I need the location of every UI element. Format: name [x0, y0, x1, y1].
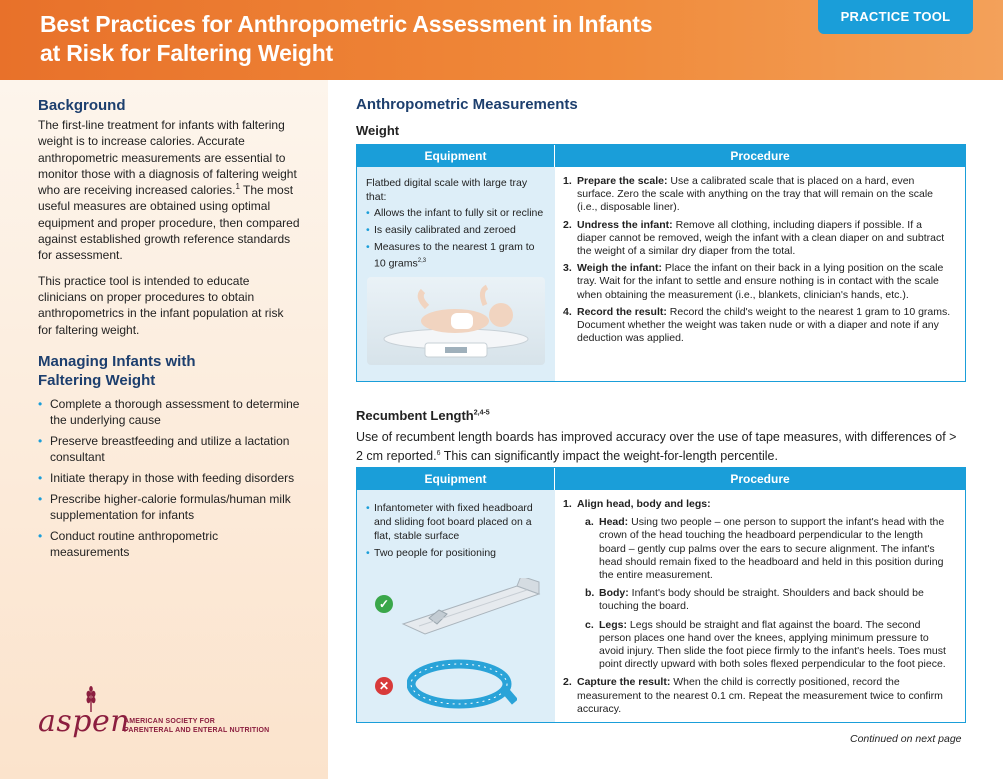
list-item: • Initiate therapy in those with feeding disorders: [38, 470, 295, 485]
length-table: [356, 467, 966, 723]
list-item: • Is easily calibrated and zeroed: [366, 224, 516, 236]
practice-tool-tab: PRACTICE TOOL: [818, 0, 973, 34]
list-item: 4. Record the result: Record the child's weight to the nearest 1 gram to 10 grams. Document whether the weight was taken nude or with a diaper and note if any deduction was applied.: [563, 305, 951, 345]
length-heading: Recumbent Length$^{2,4-5}$: [356, 408, 490, 423]
list-item: • Prescribe higher-calorie formulas/human milk supplementation for infants: [38, 491, 291, 522]
sidebar: [0, 80, 328, 779]
list-item: • Two people for positioning: [366, 547, 496, 559]
infantometer-image: [399, 578, 544, 640]
list-item: 2. Capture the result: When the child is correctly positioned, record the measurement to the nearest 0.1 cm. Repeat the measurement twice to confirm accuracy.: [563, 676, 943, 715]
managing-heading: Managing Infants with Faltering Weight: [38, 352, 196, 389]
weight-heading: Weight: [356, 123, 400, 138]
page-header: [0, 0, 1003, 80]
weight-equipment-intro: Flatbed digital scale with large tray that:: [366, 177, 528, 203]
procedure-column-header: Procedure: [730, 472, 790, 486]
list-item: • Complete a thorough assessment to determine the underlying cause: [38, 396, 300, 427]
list-item: a. Head: Using two people – one person to support the infant's head with the crown of the head touching the headboard perpendicular to the length board – gently cup palms over the ears to secure alignment. The infant's head should remain fixed to the headboard and held in this position during the entire measurement.: [585, 516, 945, 582]
list-item: 1. Align head, body and legs: a. Head: Using two people – one person to support the infant's head with the crown of the head touching the headboard perpendicular to the length board – gently cup palms over the ears to secure alignment. The infant's head should remain fixed to the headboard and held in this position during the entire measurement. b. Body: Infant's body should be straight. Shoulders and back should be touching the board. c. Legs: Legs should be straight and flat against the board. The second person places one hand over the knees, applying minimum pressure to avoid injury. Then slide the foot piece firmly to the infant's heels. Toes must point directly upward with both soles flexed perpendicular to the foot piece.: [563, 498, 951, 671]
infant-scale-image: [367, 277, 545, 365]
list-item: 1. Prepare the scale: Use a calibrated scale that is placed on a hard, even surface. Zero the scale with anything on the tray that will remain on the scale (i.e., disposable liner).: [563, 175, 934, 214]
length-intro: Use of recumbent length boards has improved accuracy over the use of tape measures, with differences of > 2 cm reported.$^6$ This can significantly impact the weight-for-length percentile.: [356, 430, 957, 463]
length-equipment-cell: [357, 490, 555, 722]
weight-procedure-cell: [555, 167, 965, 381]
background-paragraph-2: This practice tool is intended to educate clinicians on proper procedures to obtain anthropometrics in the infant population at risk for faltering weight.: [38, 273, 284, 337]
list-item: • Measures to the nearest 1 gram to 10 grams$^{2,3}$: [366, 241, 535, 270]
list-item: • Allows the infant to fully sit or recline: [366, 207, 544, 219]
managing-list: [38, 396, 300, 560]
background-paragraph-1: The first-line treatment for infants with faltering weight is to increase calories. Accurate anthropometric measurements are essential to monitor those with a diagnosis of faltering weight who are receiving increased calories.$^1$ The most useful measures are obtained using optimal equipment and proper procedure, then compared against established growth reference standards for assessment.: [38, 118, 300, 263]
length-substeps: [577, 516, 951, 671]
list-item: 3. Weigh the infant: Place the infant on their back in a lying position on the scale tray. Wait for the infant to settle and ensure nothing is in contact with the scale when obtaining the measurement (i.e., blankets, clinician's hands, etc.).: [563, 262, 944, 301]
weight-equipment-cell: [357, 167, 555, 381]
table-header: [357, 468, 965, 490]
list-item: 2. Undress the infant: Remove all clothing, including diapers if possible. If a diaper cannot be removed, weigh the infant with a clean diaper on and subtract the weight of a similar dry diaper from the total.: [563, 218, 945, 258]
length-steps: [563, 498, 951, 716]
table-header: [357, 145, 965, 167]
page-title: Best Practices for Anthropometric Assessment in Infants at Risk for Faltering Weight: [40, 11, 653, 66]
list-item: b. Body: Infant's body should be straight. Shoulders and back should be touching the board.: [585, 587, 924, 613]
weight-equipment-list: [366, 206, 547, 271]
equipment-column-header: Equipment: [357, 145, 555, 167]
logo-subtitle: AMERICAN SOCIETY FOR PARENTERAL AND ENTERAL NUTRITION: [124, 718, 270, 734]
aspen-logo: [38, 698, 278, 748]
anthropometric-heading: Anthropometric Measurements: [356, 96, 578, 113]
background-heading: Background: [38, 97, 126, 114]
length-procedure-cell: [555, 490, 965, 722]
logo-wordmark: aspen: [38, 704, 131, 739]
check-icon: ✓: [375, 595, 393, 613]
continued-note: Continued on next page: [850, 733, 962, 745]
list-item: • Preserve breastfeeding and utilize a lactation consultant: [38, 433, 290, 464]
length-equipment-list: [366, 501, 547, 560]
x-icon: ✕: [375, 677, 393, 695]
weight-steps: [563, 175, 951, 345]
procedure-column-header: Procedure: [730, 149, 790, 163]
tape-measure-image: [407, 658, 517, 710]
list-item: c. Legs: Legs should be straight and flat against the board. The second person places one hand over the knees, applying minimum pressure to avoid injury. Then slide the foot piece firmly to the infant's heels. Toes must point directly upward with both soles flexed perpendicular to the foot piece.: [585, 618, 946, 671]
equipment-column-header: Equipment: [357, 468, 555, 490]
list-item: • Infantometer with fixed headboard and sliding foot board placed on a flat, stable surface: [366, 502, 533, 542]
weight-table: [356, 144, 966, 382]
list-item: • Conduct routine anthropometric measurements: [38, 528, 219, 559]
